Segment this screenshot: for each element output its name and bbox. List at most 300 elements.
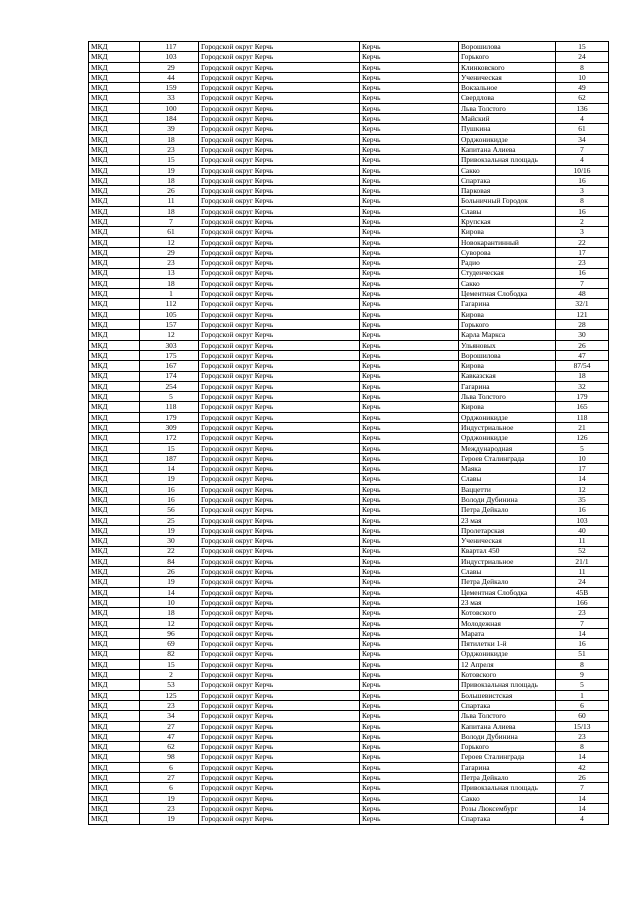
municipality-cell: Городской округ Керчь	[199, 155, 360, 165]
record-number-cell: 184	[140, 114, 199, 124]
house-number-cell: 10/16	[556, 165, 609, 175]
building-type-cell: МКД	[89, 433, 140, 443]
table-row	[89, 155, 609, 165]
record-number-cell: 100	[140, 103, 199, 113]
municipality-cell: Городской округ Керчь	[199, 670, 360, 680]
house-number-cell: 136	[556, 103, 609, 113]
record-number-cell: 14	[140, 464, 199, 474]
record-number-cell: 26	[140, 186, 199, 196]
table-row	[89, 783, 609, 793]
street-cell: Гагарина	[459, 299, 556, 309]
city-cell: Керчь	[360, 731, 459, 741]
record-number-cell: 82	[140, 649, 199, 659]
house-number-cell: 10	[556, 72, 609, 82]
building-type-cell: МКД	[89, 598, 140, 608]
city-cell: Керчь	[360, 93, 459, 103]
street-cell: Орджоникидзе	[459, 649, 556, 659]
house-number-cell: 47	[556, 350, 609, 360]
house-number-cell: 166	[556, 598, 609, 608]
building-type-cell: МКД	[89, 309, 140, 319]
street-cell: Большевистская	[459, 690, 556, 700]
table-row	[89, 52, 609, 62]
house-number-cell: 3	[556, 186, 609, 196]
municipality-cell: Городской округ Керчь	[199, 196, 360, 206]
city-cell: Керчь	[360, 361, 459, 371]
street-cell: Льва Толстого	[459, 711, 556, 721]
municipality-cell: Городской округ Керчь	[199, 217, 360, 227]
city-cell: Керчь	[360, 155, 459, 165]
building-type-cell: МКД	[89, 814, 140, 824]
street-cell: Славы	[459, 474, 556, 484]
table-row	[89, 515, 609, 525]
table-row	[89, 536, 609, 546]
municipality-cell: Городской округ Керчь	[199, 484, 360, 494]
building-type-cell: МКД	[89, 577, 140, 587]
table-row	[89, 690, 609, 700]
street-cell: Новокарантинный	[459, 237, 556, 247]
city-cell: Керчь	[360, 320, 459, 330]
building-type-cell: МКД	[89, 505, 140, 515]
table-row	[89, 443, 609, 453]
municipality-cell: Городской округ Керчь	[199, 598, 360, 608]
record-number-cell: 6	[140, 783, 199, 793]
street-cell: Сакко	[459, 165, 556, 175]
house-number-cell: 34	[556, 134, 609, 144]
house-number-cell: 42	[556, 762, 609, 772]
street-cell: Орджоникидзе	[459, 433, 556, 443]
record-number-cell: 175	[140, 350, 199, 360]
building-type-cell: МКД	[89, 690, 140, 700]
building-type-cell: МКД	[89, 659, 140, 669]
record-number-cell: 29	[140, 62, 199, 72]
house-number-cell: 165	[556, 402, 609, 412]
city-cell: Керчь	[360, 217, 459, 227]
street-cell: Котовского	[459, 608, 556, 618]
building-type-cell: МКД	[89, 536, 140, 546]
table-row	[89, 258, 609, 268]
building-type-cell: МКД	[89, 525, 140, 535]
street-cell: Ворошилова	[459, 350, 556, 360]
house-number-cell: 4	[556, 155, 609, 165]
city-cell: Керчь	[360, 83, 459, 93]
city-cell: Керчь	[360, 577, 459, 587]
record-number-cell: 27	[140, 721, 199, 731]
building-type-cell: МКД	[89, 268, 140, 278]
municipality-cell: Городской округ Керчь	[199, 330, 360, 340]
table-row	[89, 412, 609, 422]
city-cell: Керчь	[360, 525, 459, 535]
building-type-cell: МКД	[89, 227, 140, 237]
house-number-cell: 11	[556, 536, 609, 546]
municipality-cell: Городской округ Керчь	[199, 72, 360, 82]
table-row	[89, 350, 609, 360]
city-cell: Керчь	[360, 639, 459, 649]
city-cell: Керчь	[360, 422, 459, 432]
record-number-cell: 12	[140, 618, 199, 628]
city-cell: Керчь	[360, 793, 459, 803]
building-type-cell: МКД	[89, 217, 140, 227]
building-type-cell: МКД	[89, 62, 140, 72]
municipality-cell: Городской округ Керчь	[199, 628, 360, 638]
street-cell: Индустриальное	[459, 422, 556, 432]
city-cell: Керчь	[360, 103, 459, 113]
municipality-cell: Городской округ Керчь	[199, 350, 360, 360]
record-number-cell: 157	[140, 320, 199, 330]
table-row	[89, 639, 609, 649]
street-cell: Свердлова	[459, 93, 556, 103]
table-row	[89, 556, 609, 566]
city-cell: Керчь	[360, 711, 459, 721]
building-type-cell: МКД	[89, 289, 140, 299]
city-cell: Керчь	[360, 680, 459, 690]
table-row	[89, 742, 609, 752]
municipality-cell: Городской округ Керчь	[199, 793, 360, 803]
municipality-cell: Городской округ Керчь	[199, 206, 360, 216]
record-number-cell: 159	[140, 83, 199, 93]
house-number-cell: 16	[556, 505, 609, 515]
street-cell: Героев Сталинграда	[459, 752, 556, 762]
street-cell: Карла Маркса	[459, 330, 556, 340]
city-cell: Керчь	[360, 330, 459, 340]
record-number-cell: 18	[140, 278, 199, 288]
record-number-cell: 19	[140, 793, 199, 803]
city-cell: Керчь	[360, 114, 459, 124]
building-type-cell: МКД	[89, 371, 140, 381]
city-cell: Керчь	[360, 237, 459, 247]
record-number-cell: 16	[140, 484, 199, 494]
municipality-cell: Городской округ Керчь	[199, 289, 360, 299]
record-number-cell: 23	[140, 258, 199, 268]
record-number-cell: 19	[140, 474, 199, 484]
municipality-cell: Городской округ Керчь	[199, 361, 360, 371]
building-type-cell: МКД	[89, 103, 140, 113]
city-cell: Керчь	[360, 144, 459, 154]
municipality-cell: Городской округ Керчь	[199, 618, 360, 628]
table-row	[89, 217, 609, 227]
city-cell: Керчь	[360, 515, 459, 525]
city-cell: Керчь	[360, 72, 459, 82]
record-number-cell: 12	[140, 237, 199, 247]
building-type-cell: МКД	[89, 422, 140, 432]
building-type-cell: МКД	[89, 628, 140, 638]
city-cell: Керчь	[360, 258, 459, 268]
city-cell: Керчь	[360, 196, 459, 206]
city-cell: Керчь	[360, 402, 459, 412]
municipality-cell: Городской округ Керчь	[199, 124, 360, 134]
city-cell: Керчь	[360, 134, 459, 144]
municipality-cell: Городской округ Керчь	[199, 371, 360, 381]
record-number-cell: 34	[140, 711, 199, 721]
record-number-cell: 19	[140, 814, 199, 824]
house-number-cell: 8	[556, 196, 609, 206]
record-number-cell: 16	[140, 495, 199, 505]
table-row	[89, 649, 609, 659]
record-number-cell: 18	[140, 134, 199, 144]
house-number-cell: 62	[556, 93, 609, 103]
record-number-cell: 167	[140, 361, 199, 371]
table-row	[89, 103, 609, 113]
table-row	[89, 711, 609, 721]
table-row	[89, 608, 609, 618]
record-number-cell: 15	[140, 155, 199, 165]
building-type-cell: МКД	[89, 144, 140, 154]
municipality-cell: Городской округ Керчь	[199, 556, 360, 566]
municipality-cell: Городской округ Керчь	[199, 134, 360, 144]
street-cell: Парковая	[459, 186, 556, 196]
building-type-cell: МКД	[89, 783, 140, 793]
municipality-cell: Городской округ Керчь	[199, 464, 360, 474]
housing-registry-table	[88, 41, 609, 825]
house-number-cell: 179	[556, 392, 609, 402]
municipality-cell: Городской округ Керчь	[199, 536, 360, 546]
city-cell: Керчь	[360, 227, 459, 237]
city-cell: Керчь	[360, 340, 459, 350]
record-number-cell: 69	[140, 639, 199, 649]
street-cell: Спартака	[459, 175, 556, 185]
municipality-cell: Городской округ Керчь	[199, 752, 360, 762]
municipality-cell: Городской округ Керчь	[199, 680, 360, 690]
municipality-cell: Городской округ Керчь	[199, 144, 360, 154]
table-body	[89, 42, 609, 825]
building-type-cell: МКД	[89, 350, 140, 360]
street-cell: Крупская	[459, 217, 556, 227]
house-number-cell: 8	[556, 742, 609, 752]
building-type-cell: МКД	[89, 556, 140, 566]
record-number-cell: 15	[140, 659, 199, 669]
building-type-cell: МКД	[89, 443, 140, 453]
municipality-cell: Городской округ Керчь	[199, 93, 360, 103]
table-row	[89, 495, 609, 505]
municipality-cell: Городской округ Керчь	[199, 268, 360, 278]
municipality-cell: Городской округ Керчь	[199, 186, 360, 196]
table-row	[89, 340, 609, 350]
table-row	[89, 330, 609, 340]
record-number-cell: 19	[140, 577, 199, 587]
table-row	[89, 320, 609, 330]
city-cell: Керчь	[360, 206, 459, 216]
street-cell: Гагарина	[459, 762, 556, 772]
record-number-cell: 12	[140, 330, 199, 340]
municipality-cell: Городской округ Керчь	[199, 433, 360, 443]
building-type-cell: МКД	[89, 155, 140, 165]
street-cell: Петра Дейкало	[459, 577, 556, 587]
municipality-cell: Городской округ Керчь	[199, 773, 360, 783]
city-cell: Керчь	[360, 567, 459, 577]
street-cell: Студенческая	[459, 268, 556, 278]
record-number-cell: 14	[140, 587, 199, 597]
street-cell: Привокзальная площадь	[459, 680, 556, 690]
municipality-cell: Городской округ Керчь	[199, 803, 360, 813]
street-cell: Ученическая	[459, 72, 556, 82]
municipality-cell: Городской округ Керчь	[199, 701, 360, 711]
house-number-cell: 35	[556, 495, 609, 505]
street-cell: Ворошилова	[459, 42, 556, 52]
municipality-cell: Городской округ Керчь	[199, 62, 360, 72]
city-cell: Керчь	[360, 690, 459, 700]
municipality-cell: Городской округ Керчь	[199, 278, 360, 288]
municipality-cell: Городской округ Керчь	[199, 567, 360, 577]
house-number-cell: 18	[556, 371, 609, 381]
municipality-cell: Городской округ Керчь	[199, 381, 360, 391]
municipality-cell: Городской округ Керчь	[199, 402, 360, 412]
municipality-cell: Городской округ Керчь	[199, 783, 360, 793]
record-number-cell: 125	[140, 690, 199, 700]
street-cell: Орджоникидзе	[459, 412, 556, 422]
city-cell: Керчь	[360, 752, 459, 762]
municipality-cell: Городской округ Керчь	[199, 690, 360, 700]
city-cell: Керчь	[360, 484, 459, 494]
house-number-cell: 16	[556, 639, 609, 649]
house-number-cell: 7	[556, 618, 609, 628]
street-cell: Петра Дейкало	[459, 505, 556, 515]
table-row	[89, 546, 609, 556]
house-number-cell: 15/13	[556, 721, 609, 731]
street-cell: Вокзальное	[459, 83, 556, 93]
house-number-cell: 51	[556, 649, 609, 659]
table-row	[89, 165, 609, 175]
street-cell: Володи Дубинина	[459, 731, 556, 741]
building-type-cell: МКД	[89, 515, 140, 525]
table-row	[89, 196, 609, 206]
municipality-cell: Городской округ Керчь	[199, 237, 360, 247]
house-number-cell: 9	[556, 670, 609, 680]
record-number-cell: 112	[140, 299, 199, 309]
house-number-cell: 24	[556, 52, 609, 62]
municipality-cell: Городской округ Керчь	[199, 175, 360, 185]
table-row	[89, 371, 609, 381]
street-cell: Горького	[459, 52, 556, 62]
table-row	[89, 587, 609, 597]
building-type-cell: МКД	[89, 392, 140, 402]
table-row	[89, 134, 609, 144]
table-row	[89, 731, 609, 741]
house-number-cell: 26	[556, 773, 609, 783]
house-number-cell: 7	[556, 783, 609, 793]
house-number-cell: 14	[556, 474, 609, 484]
city-cell: Керчь	[360, 773, 459, 783]
house-number-cell: 52	[556, 546, 609, 556]
record-number-cell: 19	[140, 165, 199, 175]
city-cell: Керчь	[360, 124, 459, 134]
record-number-cell: 303	[140, 340, 199, 350]
municipality-cell: Городской округ Керчь	[199, 546, 360, 556]
record-number-cell: 254	[140, 381, 199, 391]
city-cell: Керчь	[360, 803, 459, 813]
municipality-cell: Городской округ Керчь	[199, 83, 360, 93]
building-type-cell: МКД	[89, 721, 140, 731]
building-type-cell: МКД	[89, 773, 140, 783]
building-type-cell: МКД	[89, 670, 140, 680]
table-row	[89, 175, 609, 185]
table-row	[89, 721, 609, 731]
city-cell: Керчь	[360, 443, 459, 453]
record-number-cell: 18	[140, 608, 199, 618]
municipality-cell: Городской округ Керчь	[199, 474, 360, 484]
city-cell: Керчь	[360, 42, 459, 52]
street-cell: Героев Сталинграда	[459, 453, 556, 463]
city-cell: Керчь	[360, 175, 459, 185]
table-row	[89, 289, 609, 299]
table-row	[89, 114, 609, 124]
record-number-cell: 29	[140, 247, 199, 257]
record-number-cell: 84	[140, 556, 199, 566]
house-number-cell: 14	[556, 793, 609, 803]
municipality-cell: Городской округ Керчь	[199, 412, 360, 422]
table-row	[89, 402, 609, 412]
house-number-cell: 5	[556, 443, 609, 453]
municipality-cell: Городской округ Керчь	[199, 422, 360, 432]
building-type-cell: МКД	[89, 742, 140, 752]
table-row	[89, 752, 609, 762]
building-type-cell: МКД	[89, 258, 140, 268]
city-cell: Керчь	[360, 649, 459, 659]
building-type-cell: МКД	[89, 247, 140, 257]
building-type-cell: МКД	[89, 320, 140, 330]
table-row	[89, 361, 609, 371]
city-cell: Керчь	[360, 289, 459, 299]
building-type-cell: МКД	[89, 608, 140, 618]
building-type-cell: МКД	[89, 495, 140, 505]
municipality-cell: Городской округ Керчь	[199, 515, 360, 525]
house-number-cell: 7	[556, 144, 609, 154]
table-row	[89, 628, 609, 638]
table-row	[89, 773, 609, 783]
house-number-cell: 118	[556, 412, 609, 422]
municipality-cell: Городской округ Керчь	[199, 742, 360, 752]
table-row	[89, 247, 609, 257]
table-row	[89, 701, 609, 711]
record-number-cell: 118	[140, 402, 199, 412]
table-row	[89, 680, 609, 690]
municipality-cell: Городской округ Керчь	[199, 227, 360, 237]
street-cell: 23 мая	[459, 598, 556, 608]
street-cell: Капитана Алиева	[459, 144, 556, 154]
city-cell: Керчь	[360, 670, 459, 680]
street-cell: Кавказская	[459, 371, 556, 381]
street-cell: Гагарина	[459, 381, 556, 391]
record-number-cell: 19	[140, 525, 199, 535]
city-cell: Керчь	[360, 546, 459, 556]
street-cell: Суворова	[459, 247, 556, 257]
city-cell: Керчь	[360, 598, 459, 608]
street-cell: Больничный Городок	[459, 196, 556, 206]
house-number-cell: 17	[556, 247, 609, 257]
city-cell: Керчь	[360, 814, 459, 824]
city-cell: Керчь	[360, 721, 459, 731]
table-row	[89, 278, 609, 288]
building-type-cell: МКД	[89, 803, 140, 813]
table-row	[89, 453, 609, 463]
record-number-cell: 18	[140, 206, 199, 216]
city-cell: Керчь	[360, 495, 459, 505]
building-type-cell: МКД	[89, 567, 140, 577]
street-cell: Цементная Слободка	[459, 587, 556, 597]
street-cell: Котовского	[459, 670, 556, 680]
city-cell: Керчь	[360, 742, 459, 752]
municipality-cell: Городской округ Керчь	[199, 711, 360, 721]
table-row	[89, 309, 609, 319]
city-cell: Керчь	[360, 268, 459, 278]
building-type-cell: МКД	[89, 93, 140, 103]
building-type-cell: МКД	[89, 412, 140, 422]
record-number-cell: 53	[140, 680, 199, 690]
house-number-cell: 8	[556, 62, 609, 72]
building-type-cell: МКД	[89, 453, 140, 463]
street-cell: Ученическая	[459, 536, 556, 546]
street-cell: Кирова	[459, 361, 556, 371]
record-number-cell: 172	[140, 433, 199, 443]
street-cell: Привокзальная площадь	[459, 783, 556, 793]
